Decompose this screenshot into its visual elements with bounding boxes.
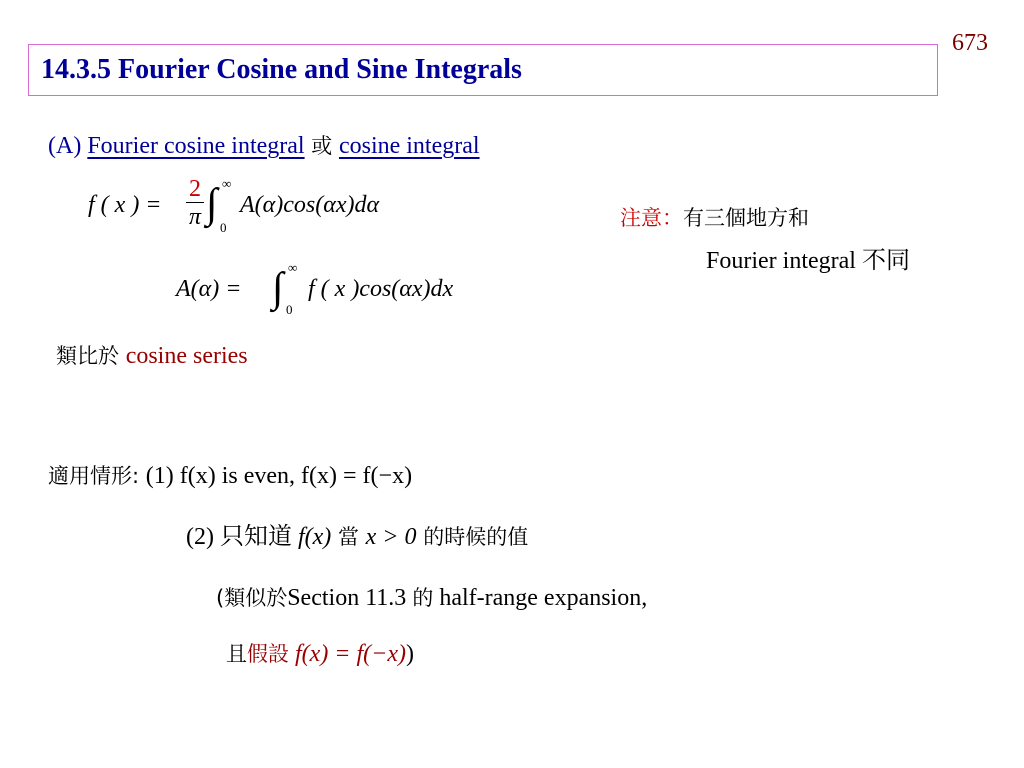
section-a-prefix: (A) [48,133,88,159]
eq2-lhs: A(α) = [176,276,242,302]
applicability-case1: (1) f(x) is even, f(x) = f(−x) [145,463,413,489]
eq1-integrand: A(α)cos(αx)dα [240,192,380,218]
footnote-l1d: half-range expansion, [433,585,648,611]
eq2-lower-limit: 0 [286,302,293,317]
case2-suffix: 的時候的值 [416,525,529,549]
page-title: 14.3.5 Fourier Cosine and Sine Integrals [41,54,522,85]
footnote-l2a: 且 [226,642,247,666]
section-a-connector: 或 [304,134,339,158]
title-box [28,44,938,96]
footnote-l1a: (類似於 [216,586,288,610]
eq1-lhs: f ( x ) = [88,192,162,218]
case2-condition: x > 0 [365,524,417,550]
footnote-l1c: 的 [412,586,434,610]
footnote-l2d: ) [406,641,414,667]
footnote-line2 [226,638,414,668]
eq1-lower-limit: 0 [220,220,227,235]
eq2-integrand: f ( x )cos(αx)dx [308,276,454,302]
eq1-frac-numerator: 2 [186,176,204,203]
note-text-line1: 有三個地方和 [683,206,809,230]
footnote-l1b: Section 11.3 [287,585,413,611]
footnote-l2c: f(x) = f(−x) [289,641,406,667]
eq1-upper-limit: ∞ [222,176,232,191]
case2-prefix: (2) 只知道 [186,524,298,550]
term-fourier-cosine-integral: Fourier cosine integral [87,133,305,159]
footnote-l2b: 假設 [247,642,289,666]
case2-mid: 當 [331,525,366,549]
applicability-case1-line [48,460,412,490]
eq1-fraction [186,176,204,231]
eq1-frac-denominator: π [188,204,202,230]
note-line1 [620,202,809,232]
analogy-line [56,340,248,370]
eq1-integral-sign: ∫ [206,181,218,227]
applicability-case2-line [186,516,528,551]
page-number: 673 [952,30,988,56]
analogy-prefix: 類比於 [56,344,126,368]
note-label: 注意： [620,206,683,230]
section-a-heading [48,130,480,160]
note-line2: Fourier integral 不同 [706,248,910,274]
analogy-term: cosine series [125,343,248,369]
term-cosine-integral: cosine integral [338,133,480,159]
footnote-line1 [216,582,647,612]
applicability-label: 適用情形: [48,464,146,488]
eq2-integral-sign: ∫ [272,265,284,311]
eq2-upper-limit: ∞ [288,260,298,275]
case2-math: f(x) [297,524,332,550]
